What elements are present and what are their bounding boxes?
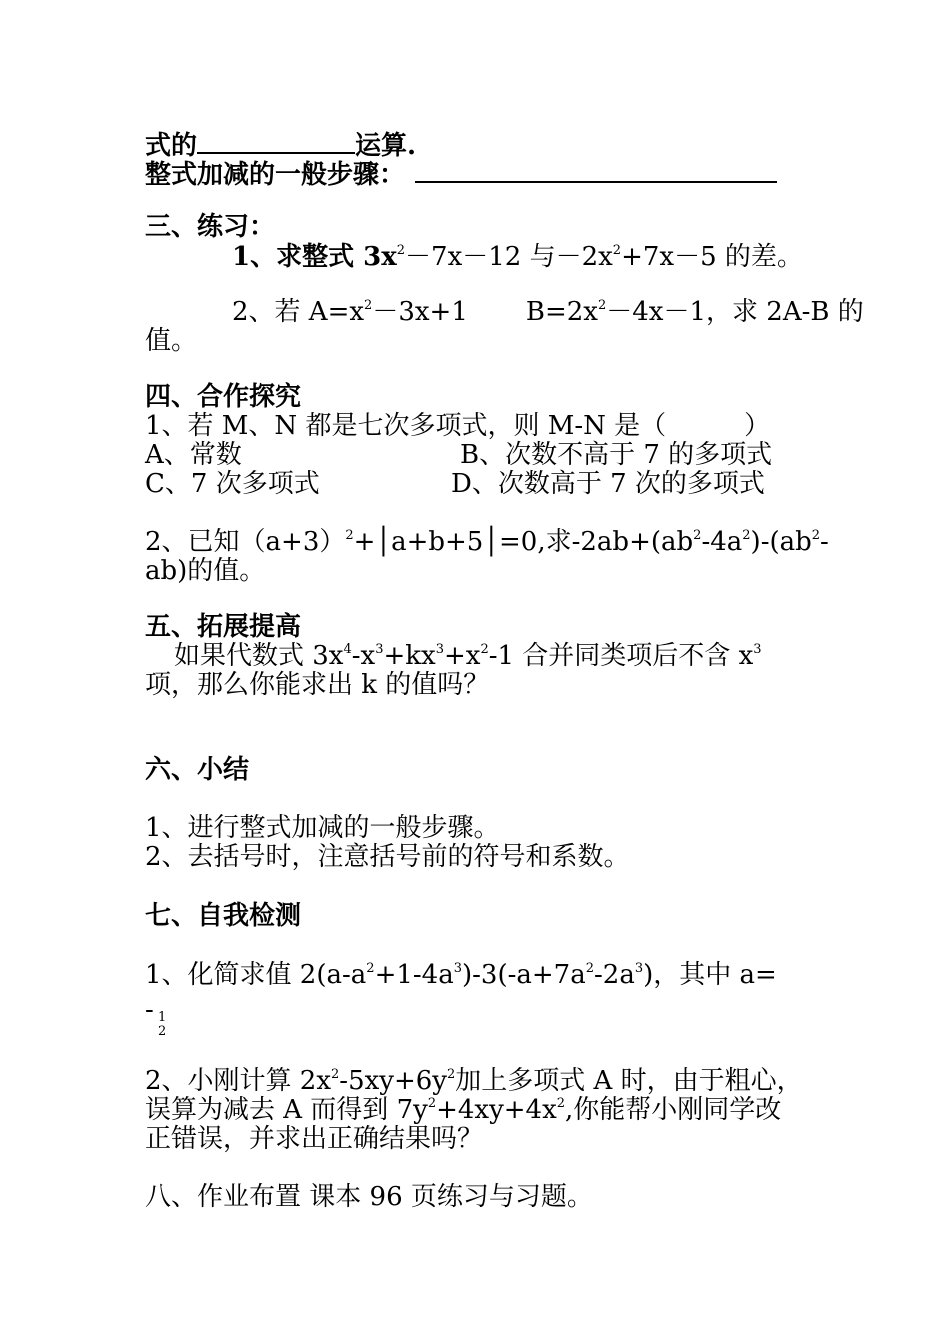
section-3-title: 三、练习： [145,212,276,242]
self-test-2-cont: 误算为减去 A 而得到 $7y^2+4xy+4x^2$,你能帮小刚同学改 [145,1095,782,1125]
section-6-title: 六、小结 [145,755,250,785]
extension-question: 如果代数式 $3x^4-x^3+kx^3+x^2-1$ 合并同类项后不含 $x^3$ [174,641,762,671]
option-b: B、次数不高于 7 的多项式 [460,440,773,470]
homework: 八、作业布置 课本 96 页练习与习题。 [145,1182,593,1212]
section-5-title: 五、拓展提高 [145,612,302,642]
self-test-2-cont2: 正错误，并求出正确结果吗？ [145,1124,484,1154]
self-test-2: 2、小刚计算 $2x^2-5xy+6y^2$加上多项式 A 时，由于粗心， [145,1066,803,1096]
summary-2: 2、去括号时，注意括号前的符号和系数。 [145,842,630,872]
line-steps: 整式加减的一般步骤： [145,157,777,190]
option-c: C、7 次多项式 [145,469,320,499]
exercise-2-cont: 值。 [145,326,198,356]
line-operation: 式的 运算. [145,128,416,161]
exercise-1: 1、求整式 $3x^2-7x-12$ 与$-2x^2+7x-5$ 的差。 [232,242,803,272]
fraction-one-half: 1 2 [158,1010,167,1039]
self-test-1: 1、化简求值 $2(a-a^2+1-4a^3)-3(-a+7a^2-2a^3)$，其中 a= [145,960,777,990]
summary-1: 1、进行整式加减的一般步骤。 [145,813,500,843]
blank-underline [197,128,355,154]
option-a: A、常数 [145,440,242,470]
coop-question-1: 1、若 M、N 都是七次多项式，则 M-N 是（ ） [145,411,771,441]
section-7-title: 七、自我检测 [145,901,302,931]
coop-question-2: 2、已知$(a+3)^2+│a+b+5│=0$,求$-2ab+(ab^2-4a^2)-(ab^2-$ [145,527,829,557]
option-d: D、次数高于 7 次的多项式 [451,469,765,499]
section-4-title: 四、合作探究 [145,382,302,412]
coop-question-2-cont: ab)的值。 [145,556,266,586]
self-test-1-minus: - [145,995,154,1025]
extension-question-cont: 项，那么你能求出 k 的值吗？ [145,670,490,700]
blank-underline [415,157,777,183]
exercise-2: 2、若 $A=x^2-3x+1$ $B=2x^2-4x-1$，求 2A-B 的 [232,297,864,327]
